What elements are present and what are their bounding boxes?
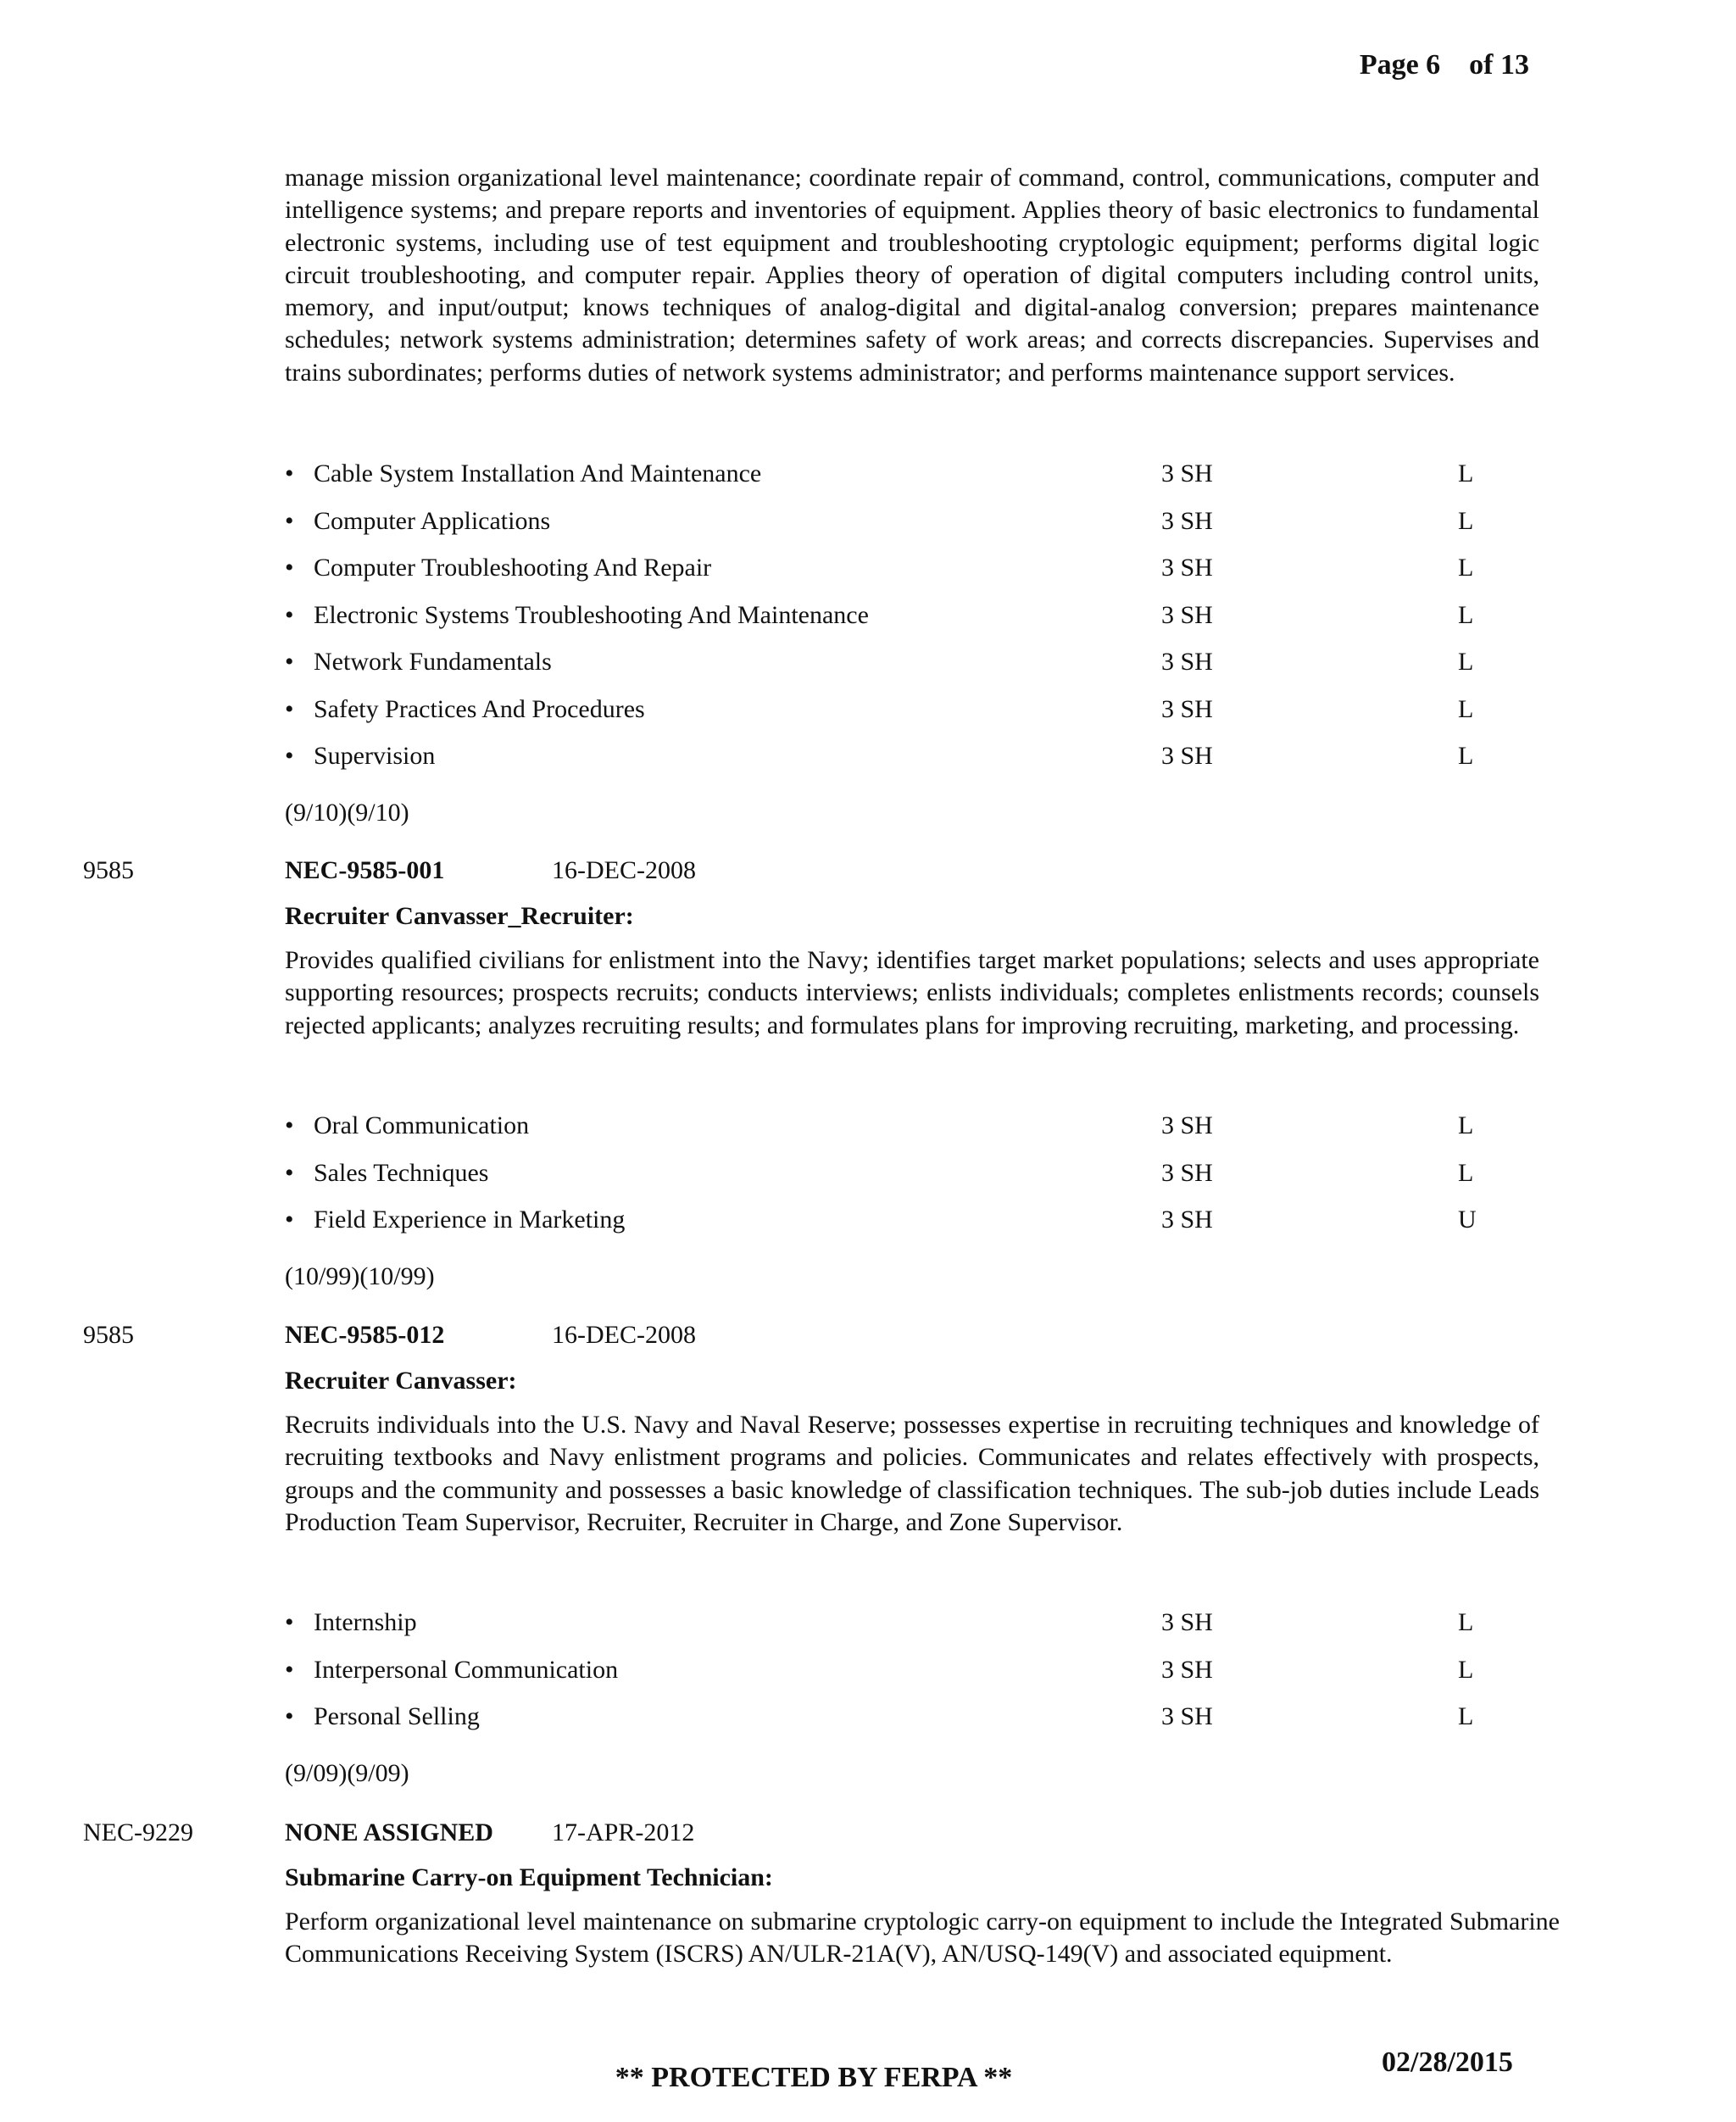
course-name: Computer Troubleshooting And Repair [314, 554, 712, 582]
course-row [285, 739, 1539, 773]
bullet-icon: • [285, 695, 294, 723]
occupation-code: 9585 [83, 1321, 134, 1349]
course-level: L [1458, 507, 1474, 535]
course-level: L [1458, 742, 1474, 770]
job-description: Recruits individuals into the U.S. Navy and Naval Reserve; possesses expertise in recruiting techniques and knowledge of recruiting textbooks and Navy enlistment programs and policies. Communicates and relates effectively with prospects, groups and the community and possesses a basic knowledge of classification techniques. The sub-job duties include Leads Production Team Supervisor, Recruiter, Recruiter in Charge, and Zone Supervisor. [285, 1411, 1539, 1536]
course-level: L [1458, 601, 1474, 629]
course-row [285, 457, 1539, 491]
course-row [285, 693, 1539, 727]
bullet-icon: • [285, 648, 294, 676]
intro-description: manage mission organizational level maintenance; coordinate repair of command, control, communications, computer and intelligence systems; and prepare reports and inventories of equipment. Applies theory of basic electronics to fundamental electronic systems, including use of test equipment and troubleshooting cryptologic equipment; performs digital logic circuit troubleshooting, and computer repair. Applies theory of operation of digital computers including control units, memory, and input/output; knows techniques of analog-digital and digital-analog conversion; prepares maintenance schedules; network systems administration; determines safety of work areas; and corrects discrepancies. Supervises and trains subordinates; performs duties of network systems administrator; and performs maintenance support services. [285, 164, 1539, 387]
course-level: L [1458, 1702, 1474, 1730]
course-name: Network Fundamentals [314, 648, 552, 676]
course-name: Safety Practices And Procedures [314, 695, 645, 723]
bullet-icon: • [285, 554, 294, 582]
course-level: L [1458, 695, 1474, 723]
course-level: L [1458, 459, 1474, 487]
bullet-icon: • [285, 1702, 294, 1730]
course-row [285, 551, 1539, 585]
course-credit: 3 SH [1161, 459, 1213, 487]
bullet-icon: • [285, 1111, 294, 1139]
evaluation-dates: (10/99)(10/99) [285, 1262, 435, 1290]
course-credit: 3 SH [1161, 1159, 1213, 1187]
job-description: Provides qualified civilians for enlistment into the Navy; identifies target market populations; selects and uses appropriate supporting resources; prospects recruits; conducts interviews; enlists individuals; completes enlistments records; counsels rejected applicants; analyzes recruiting results; and formulates plans for improving recruiting, marketing, and processing. [285, 946, 1539, 1039]
bullet-icon: • [285, 507, 294, 535]
course-name: Internship [314, 1608, 417, 1636]
bullet-icon: • [285, 1206, 294, 1234]
course-row [285, 1653, 1539, 1687]
course-level: L [1458, 1608, 1474, 1636]
nec-date: 16-DEC-2008 [552, 856, 696, 884]
ferpa-notice: ** PROTECTED BY FERPA ** [615, 2062, 1013, 2093]
course-level: L [1458, 554, 1474, 582]
course-row [285, 504, 1539, 538]
bullet-icon: • [285, 601, 294, 629]
nec-id: NEC-9585-001 [285, 856, 445, 884]
course-name: Computer Applications [314, 507, 551, 535]
nec-date: 17-APR-2012 [552, 1818, 695, 1846]
report-date: 02/28/2015 [1382, 2047, 1513, 2078]
course-level: L [1458, 648, 1474, 676]
course-name: Sales Techniques [314, 1159, 489, 1187]
nec-id: NEC-9585-012 [285, 1321, 445, 1349]
course-credit: 3 SH [1161, 695, 1213, 723]
occupation-code: 9585 [83, 856, 134, 884]
course-credit: 3 SH [1161, 648, 1213, 676]
course-credit: 3 SH [1161, 1656, 1213, 1684]
course-credit: 3 SH [1161, 1206, 1213, 1234]
occupation-code: NEC-9229 [83, 1818, 193, 1846]
job-title: Recruiter Canvasser_Recruiter: [285, 902, 634, 930]
course-name: Supervision [314, 742, 436, 770]
course-credit: 3 SH [1161, 507, 1213, 535]
nec-date: 16-DEC-2008 [552, 1321, 696, 1349]
course-credit: 3 SH [1161, 601, 1213, 629]
bullet-icon: • [285, 742, 294, 770]
evaluation-dates: (9/10)(9/10) [285, 799, 409, 827]
bullet-icon: • [285, 1159, 294, 1187]
course-row [285, 1109, 1539, 1143]
bullet-icon: • [285, 1656, 294, 1684]
page-label: Page 6 [1359, 49, 1441, 81]
evaluation-dates: (9/09)(9/09) [285, 1759, 409, 1787]
job-title: Submarine Carry-on Equipment Technician: [285, 1863, 773, 1891]
nec-id: NONE ASSIGNED [285, 1818, 493, 1846]
course-row [285, 1606, 1539, 1640]
course-credit: 3 SH [1161, 554, 1213, 582]
course-name: Electronic Systems Troubleshooting And Maintenance [314, 601, 869, 629]
course-level: L [1458, 1656, 1474, 1684]
course-name: Oral Communication [314, 1111, 530, 1139]
course-credit: 3 SH [1161, 742, 1213, 770]
course-credit: 3 SH [1161, 1702, 1213, 1730]
job-description: Perform organizational level maintenance on submarine cryptologic carry-on equipment to include the Integrated Submarine Communications Receiving System (ISCRS) AN/ULR-21A(V), AN/USQ-149(V) and associated equipment. [285, 1908, 1560, 1969]
course-row [285, 1203, 1539, 1237]
bullet-icon: • [285, 1608, 294, 1636]
course-row [285, 645, 1539, 679]
course-name: Interpersonal Communication [314, 1656, 619, 1684]
page-number [1360, 49, 1529, 81]
bullet-icon: • [285, 459, 294, 487]
course-credit: 3 SH [1161, 1608, 1213, 1636]
course-name: Cable System Installation And Maintenance [314, 459, 762, 487]
page-total: of 13 [1469, 49, 1529, 81]
course-row [285, 599, 1539, 632]
course-credit: 3 SH [1161, 1111, 1213, 1139]
course-name: Personal Selling [314, 1702, 480, 1730]
course-row [285, 1156, 1539, 1190]
course-name: Field Experience in Marketing [314, 1206, 626, 1234]
course-level: L [1458, 1111, 1474, 1139]
job-title: Recruiter Canvasser: [285, 1367, 517, 1395]
course-row [285, 1700, 1539, 1734]
course-level: L [1458, 1159, 1474, 1187]
course-level: U [1458, 1206, 1477, 1234]
